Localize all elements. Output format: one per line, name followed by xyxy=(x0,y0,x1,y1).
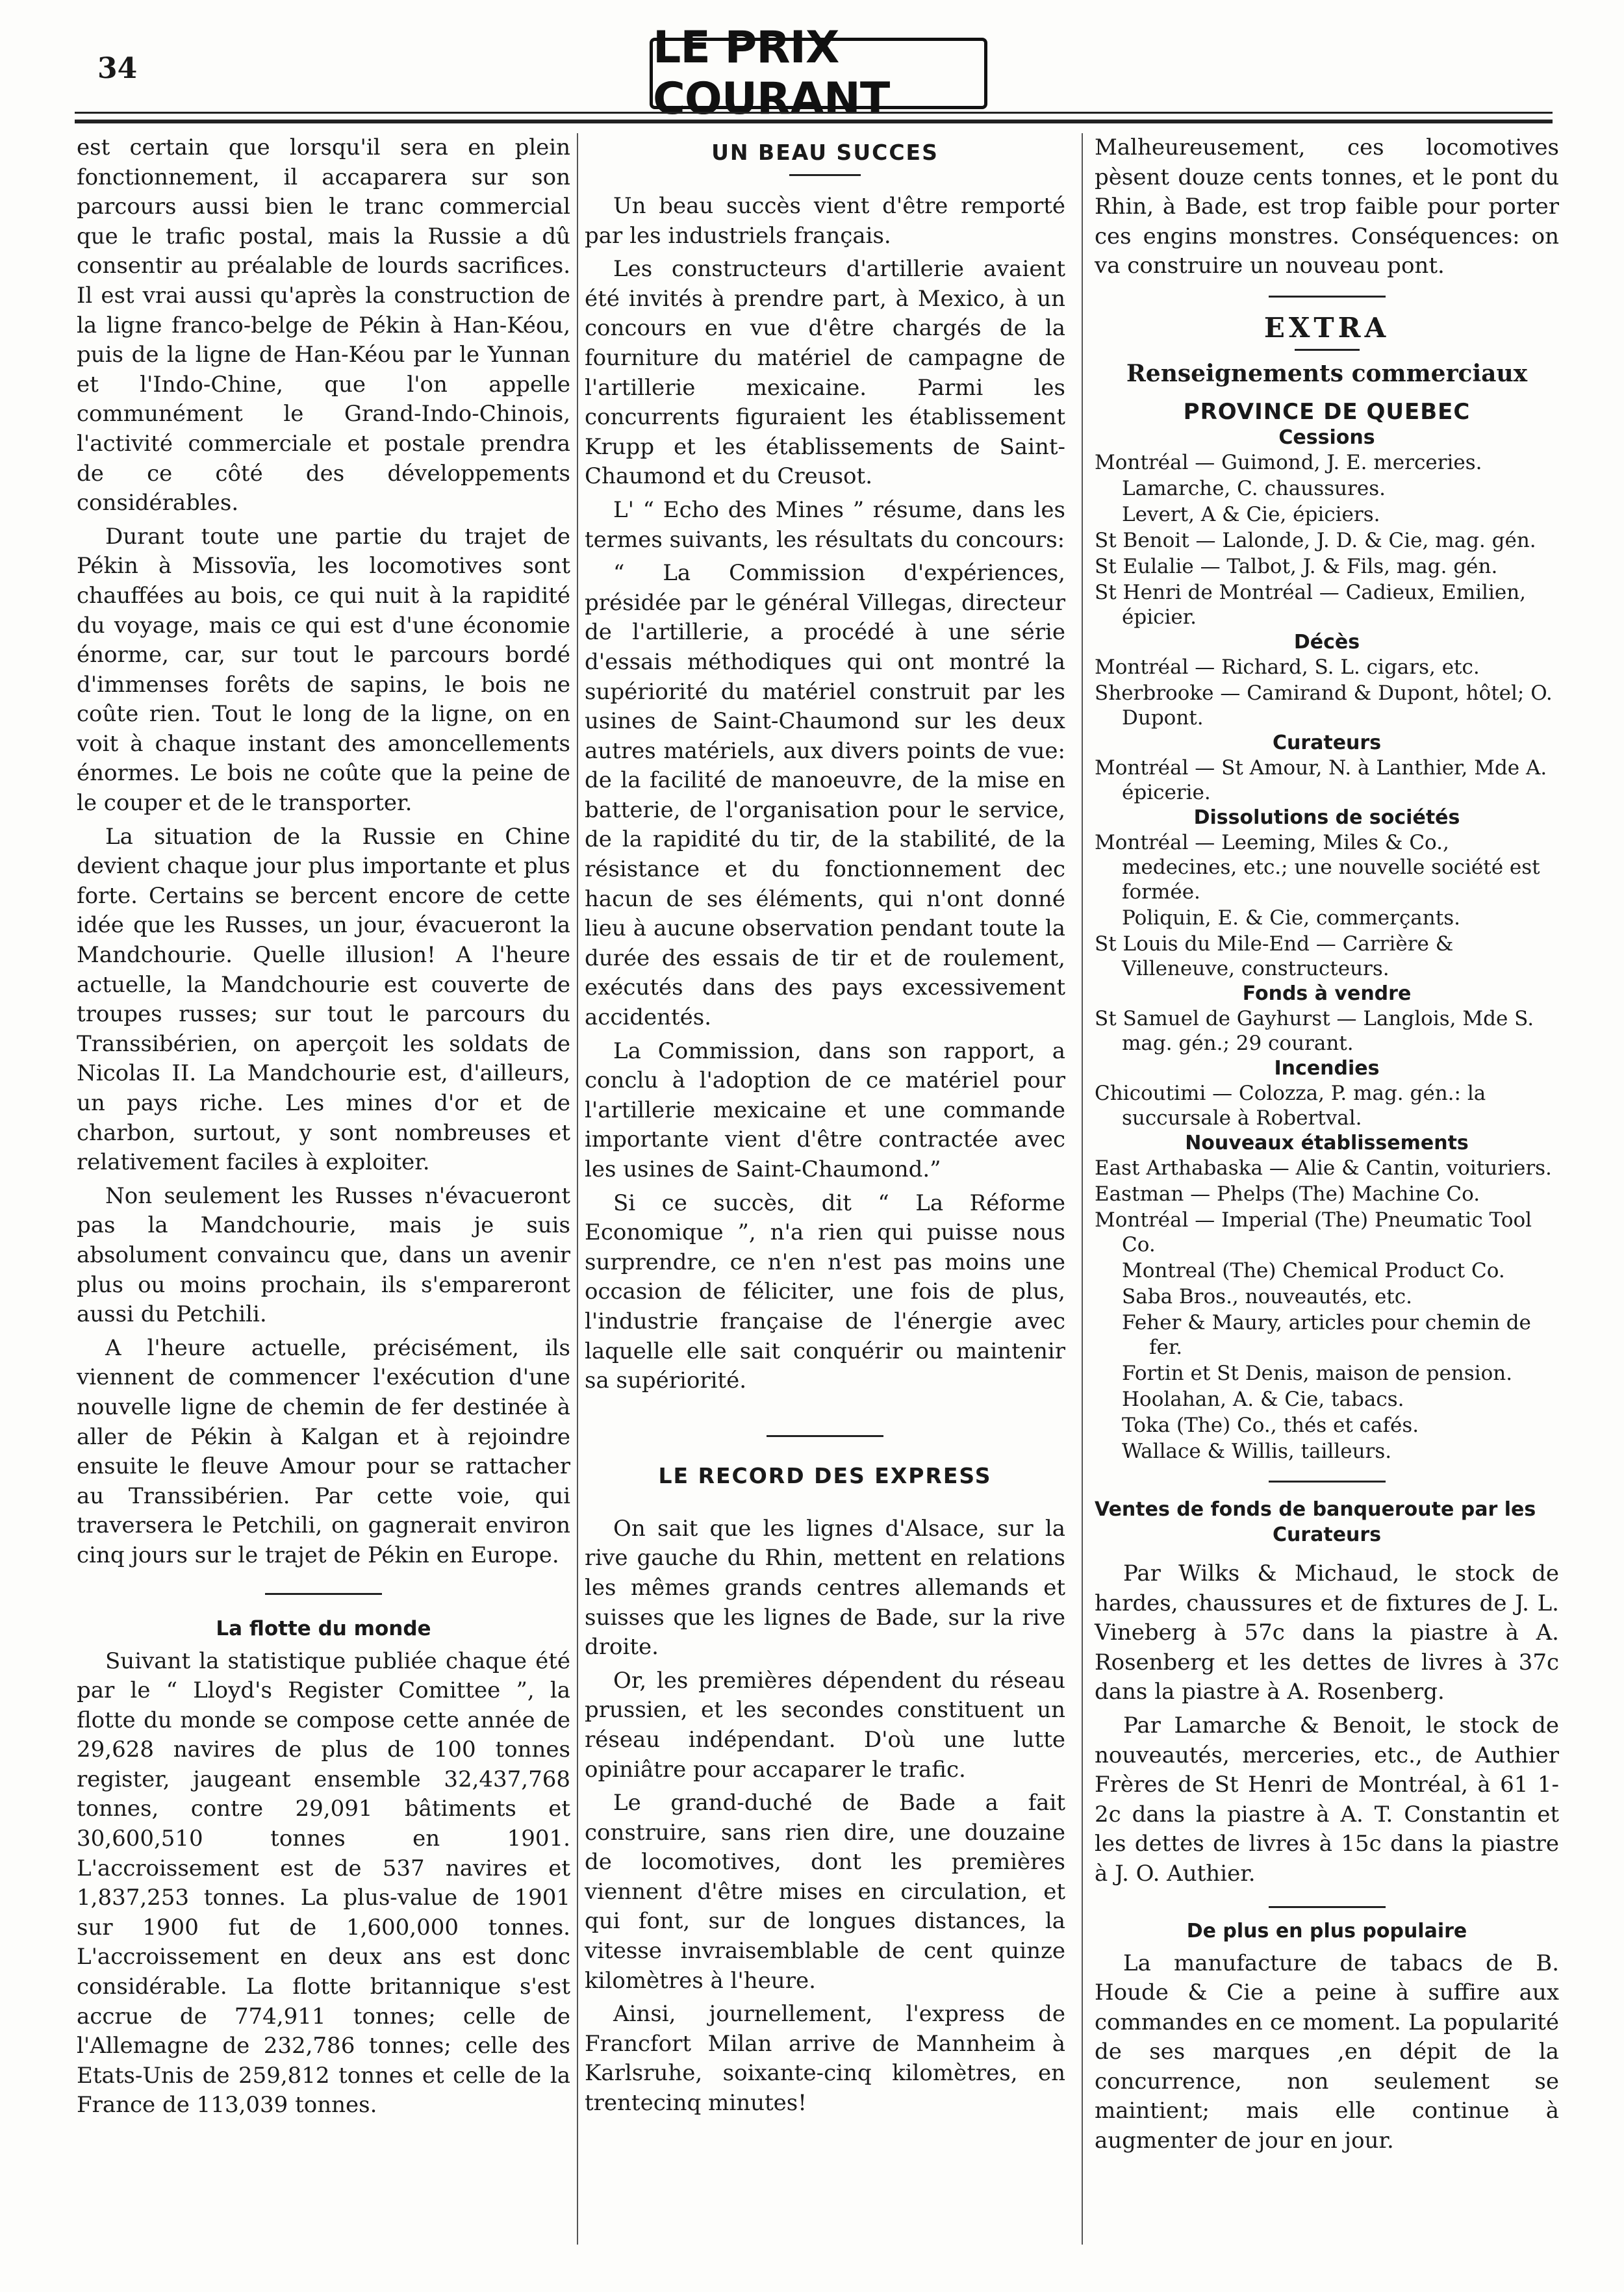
list-item: Fortin et St Denis, maison de pension. xyxy=(1122,1361,1513,1385)
paragraph: On sait que les lignes d'Alsace, sur la rive gauche du Rhin, mettent en relations les mêmes grands centres allemands et suisses que les lignes de Bade, sur la rive droite. xyxy=(585,1515,1065,1661)
section-rule xyxy=(1269,1481,1386,1483)
paragraph: Or, les premières dépendent du réseau prussien, et les secondes constituent un réseau indépendant. D'où une lutte opiniâtre pour accaparer le trafic. xyxy=(585,1667,1065,1783)
paragraph: “ La Commission d'expériences, présidée par le général Villegas, directeur de l'artillerie, a procédé à une série d'essais méthodiques qui ont montré la supériorité du matériel construit par les usines de Saint-Chaumond sur les deux autres matériels, aux divers points de vue: de la facilité de manoeuvre, de la mise en batterie, de l'organisation pour le service, de la rapidité du tir, de la stabilité, de la résistance et du fonctionnement dec hacun de ses éléments, qui n'ont donné lieu à aucune observation pendant toute la durée des essais de tir et de roulement, exécutés dans des pays excessivement accidentés. xyxy=(585,560,1065,1031)
list-item: Feher & Maury, articles pour chemin de fer. xyxy=(1122,1310,1531,1359)
header-rule-thick xyxy=(75,120,1553,123)
category-heading-dissolutions: Dissolutions de sociétés xyxy=(1193,806,1460,829)
paragraph: Les constructeurs d'artillerie avaient été invités à prendre part, à Mexico, à un concours en vue d'être chargés de la fourniture du matériel de campagne de l'artillerie mexicaine. Parmi les concurrents figuraient les établissement Krupp et les établissements de Saint-Chaumond et du Creusot. xyxy=(585,256,1065,490)
paragraph: Le grand-duché de Bade a fait construire, sans rien dire, une douzaine de locomotives, dont les premières viennent d'être mises en circulation, et qui font, sur de longues distances, la vitesse invraisemblable de cent quinze kilomètres à l'heure. xyxy=(585,1790,1065,1994)
paragraph: A l'heure actuelle, précisément, ils viennent de commencer l'exécution d'une nouvelle ligne de chemin de fer destinée à aller de Pékin à Kalgan et à rejoindre ensuite le fleuve Amour pour se rattacher au Transsibérien. Par cette voie, qui traversera le Petchili, on gagnerait environ cinq jours sur le trajet de Pékin en Europe. xyxy=(77,1334,570,1568)
paragraph: La Commission, dans son rapport, a conclu à l'adoption de ce matériel pour l'artillerie mexicaine et une commande importante vient d'être contractée avec les usines de Saint-Chaumond.” xyxy=(585,1038,1065,1182)
list-item: Wallace & Willis, tailleurs. xyxy=(1122,1439,1392,1463)
list-item: Montréal — St Amour, N. à Lanthier, Mde A. épicerie. xyxy=(1095,756,1547,804)
list-item: Montréal — Richard, S. L. cigars, etc. xyxy=(1095,655,1480,679)
paragraph: Par Lamarche & Benoit, le stock de nouveautés, merceries, etc., de Authier Frères de St Henri de Montréal, à 61 1-2c dans la piastre à A. T. Constantin et les dettes de livres à 15c dans la piastre à J. O. Authier. xyxy=(1095,1712,1559,1887)
list-item: St Benoit — Lalonde, J. D. & Cie, mag. gén. xyxy=(1095,528,1536,552)
section-heading-ventes: Ventes de fonds de banqueroute par les xyxy=(1095,1497,1536,1521)
list-item: Hoolahan, A. & Cie, tabacs. xyxy=(1122,1387,1404,1411)
column-divider-1 xyxy=(577,133,578,2245)
section-rule xyxy=(767,1435,883,1437)
page-number: 34 xyxy=(97,52,138,85)
section-subheading-curateurs: Curateurs xyxy=(1272,1523,1382,1546)
category-heading-cessions: Cessions xyxy=(1278,426,1375,449)
list-item: Saba Bros., nouveautés, etc. xyxy=(1122,1284,1412,1308)
list-item: Sherbrooke — Camirand & Dupont, hôtel; O. Dupont. xyxy=(1095,681,1553,730)
category-heading-fonds: Fonds à vendre xyxy=(1242,982,1412,1005)
list-item: St Louis du Mile-End — Carrière & Villeneuve, constructeurs. xyxy=(1095,932,1454,980)
list-item: Chicoutimi — Colozza, P. mag. gén.: la succursale à Robertval. xyxy=(1095,1081,1486,1130)
header-rule-thin xyxy=(75,112,1553,114)
list-item: Eastman — Phelps (The) Machine Co. xyxy=(1095,1182,1480,1206)
paragraph: Durant toute une partie du trajet de Pékin à Missovïa, les locomotives sont chauffées au bois, ce qui nuit à la rapidité du voyage, mais ce qui est d'une économie énorme, car, sur tout le parcours bordé d'immenses forêts de sapins, le bois ne coûte rien. Tout le long de la ligne, on en voit à chaque instant des amoncellements énormes. Le bois ne coûte que la peine de le couper et de le transporter. xyxy=(77,523,570,817)
paragraph: Malheureusement, ces locomotives pèsent douze cents tonnes, et le pont du Rhin, à Bade, est trop faible pour porter ces engins monstres. Conséquences: on va construire un nouveau pont. xyxy=(1095,134,1559,279)
section-rule xyxy=(1269,296,1386,298)
paragraph: L' “ Echo des Mines ” résume, dans les termes suivants, les résultats du concours: xyxy=(585,496,1065,553)
column-2 xyxy=(585,133,1065,2122)
column-divider-2 xyxy=(1082,133,1083,2245)
list-item: Montreal (The) Chemical Product Co. xyxy=(1122,1258,1505,1282)
list-item: Lamarche, C. chaussures. xyxy=(1122,476,1386,500)
list-item: Montréal — Imperial (The) Pneumatic Tool Co. xyxy=(1095,1208,1532,1256)
list-item: St Henri de Montréal — Cadieux, Emilien, épicier. xyxy=(1095,580,1527,629)
heading-rule xyxy=(1295,349,1360,351)
list-item: Montréal — Guimond, J. E. merceries. xyxy=(1095,450,1482,474)
heading-rule xyxy=(789,174,861,176)
paragraph: Non seulement les Russes n'évacueront pas la Mandchourie, mais je suis absolument convaincu que, dans un avenir plus ou moins prochain, ils s'empareront aussi du Petchili. xyxy=(77,1182,570,1328)
list-item: St Eulalie — Talbot, J. & Fils, mag. gén. xyxy=(1095,554,1498,578)
category-heading-deces: Décès xyxy=(1293,630,1360,654)
category-heading-nouveaux: Nouveaux établissements xyxy=(1185,1131,1469,1154)
list-item: East Arthabaska — Alie & Cantin, voituriers. xyxy=(1095,1156,1552,1180)
section-heading-succes: UN BEAU SUCCES xyxy=(711,140,939,165)
list-item: Toka (The) Co., thés et cafés. xyxy=(1122,1413,1419,1437)
paragraph: Ainsi, journellement, l'express de Francfort Milan arrive de Mannheim à Karlsruhe, soixante-cinq kilomètres, en trentecinq minutes! xyxy=(585,2001,1065,2117)
province-heading: PROVINCE DE QUEBEC xyxy=(1183,398,1471,425)
section-rule xyxy=(265,1593,382,1595)
paragraph: Par Wilks & Michaud, le stock de hardes, chaussures et de fixtures de J. L. Vineberg à 57c dans la piastre à A. Rosenberg et les dettes de livres à 37c dans la piastre à A. Rosenberg. xyxy=(1095,1560,1559,1705)
section-heading-flotte: La flotte du monde xyxy=(216,1616,431,1640)
paragraph: La situation de la Russie en Chine devient chaque jour plus importante et plus forte. Certains se bercent encore de cette idée que les Russes, un jour, évacueront la Mandchourie. Quelle illusion! A l'heure actuelle, la Mandchourie est couverte de troupes russes; sur tout le parcours du Transsibérien, on aperçoit les soldats de Nicolas II. La Mandchourie est, d'ailleurs, un pays riche. Les mines d'or et de charbon, surtout, y sont nombreuses et relativement faciles à exploiter. xyxy=(77,823,570,1176)
column-1 xyxy=(77,133,570,2124)
paragraph: Un beau succès vient d'être remporté par les industriels français. xyxy=(585,193,1065,249)
paragraph: Si ce succès, dit “ La Réforme Economique ”, n'a rien qui puisse nous surprendre, ce n'en n'est pas moins une occasion de féliciter, une fois de plus, l'industrie française de l'énergie avec laquelle elle sait conquérir ou maintenir sa supériorité. xyxy=(585,1190,1065,1394)
section-heading-populaire: De plus en plus populaire xyxy=(1186,1919,1467,1942)
section-rule xyxy=(1269,1906,1386,1908)
list-item: St Samuel de Gayhurst — Langlois, Mde S. mag. gén.; 29 courant. xyxy=(1095,1006,1534,1055)
category-heading-curateurs: Curateurs xyxy=(1272,731,1382,754)
section-heading-record: LE RECORD DES EXPRESS xyxy=(658,1462,992,1488)
paragraph: La manufacture de tabacs de B. Houde & Cie a peine à suffire aux commandes en ce moment. La popularité de ses marques ,en dépit de la concurrence, non seulement se maintient; mais elle continue à augmenter de jour en jour. xyxy=(1095,1950,1559,2154)
list-item: Levert, A & Cie, épiciers. xyxy=(1122,502,1380,526)
category-heading-incendies: Incendies xyxy=(1274,1056,1380,1080)
list-item: Poliquin, E. & Cie, commerçants. xyxy=(1122,906,1460,930)
masthead-logo: LE PRIX COURANT xyxy=(650,38,987,109)
paragraph: Suivant la statistique publiée chaque été par le “ Lloyd's Register Comittee ”, la flotte du monde se compose cette année de 29,628 navires de plus de 100 tonnes register, jaugeant ensemble 32,437,768 tonnes, contre 29,091 bâtiments et 30,600,510 tonnes en 1901. L'accroissement est de 537 navires et 1,837,253 tonnes. La plus-value de 1901 sur 1900 fut de 1,600,000 tonnes. L'accroissement en deux ans est donc considérable. La flotte britannique s'est accrue de 774,911 tonnes; celle de l'Allemagne de 232,786 tonnes; celle des Etats-Unis de 259,812 tonnes et celle de la France de 113,039 tonnes. xyxy=(77,1648,570,2119)
section-heading-extra: EXTRA xyxy=(1263,311,1390,344)
list-item: Montréal — Leeming, Miles & Co., medecines, etc.; une nouvelle société est formée. xyxy=(1095,830,1540,904)
section-heading-renseignements: Renseignements commerciaux xyxy=(1126,359,1528,387)
column-3 xyxy=(1095,133,1559,2160)
paragraph: est certain que lorsqu'il sera en plein fonctionnement, il accaparera sur son parcours aussi bien le tranc commercial que le trafic postal, mais la Russie a dû consentir au préalable de lourds sacrifices. Il est vrai aussi qu'après la construction de la ligne franco-belge de Pékin à Han-Kéou, puis de la ligne de Han-Kéou par le Yunnan et l'Indo-Chine, que l'on appelle communément le Grand-Indo-Chinois, l'activité commerciale et postale prendra de ce côté des développements considérables. xyxy=(77,134,570,516)
